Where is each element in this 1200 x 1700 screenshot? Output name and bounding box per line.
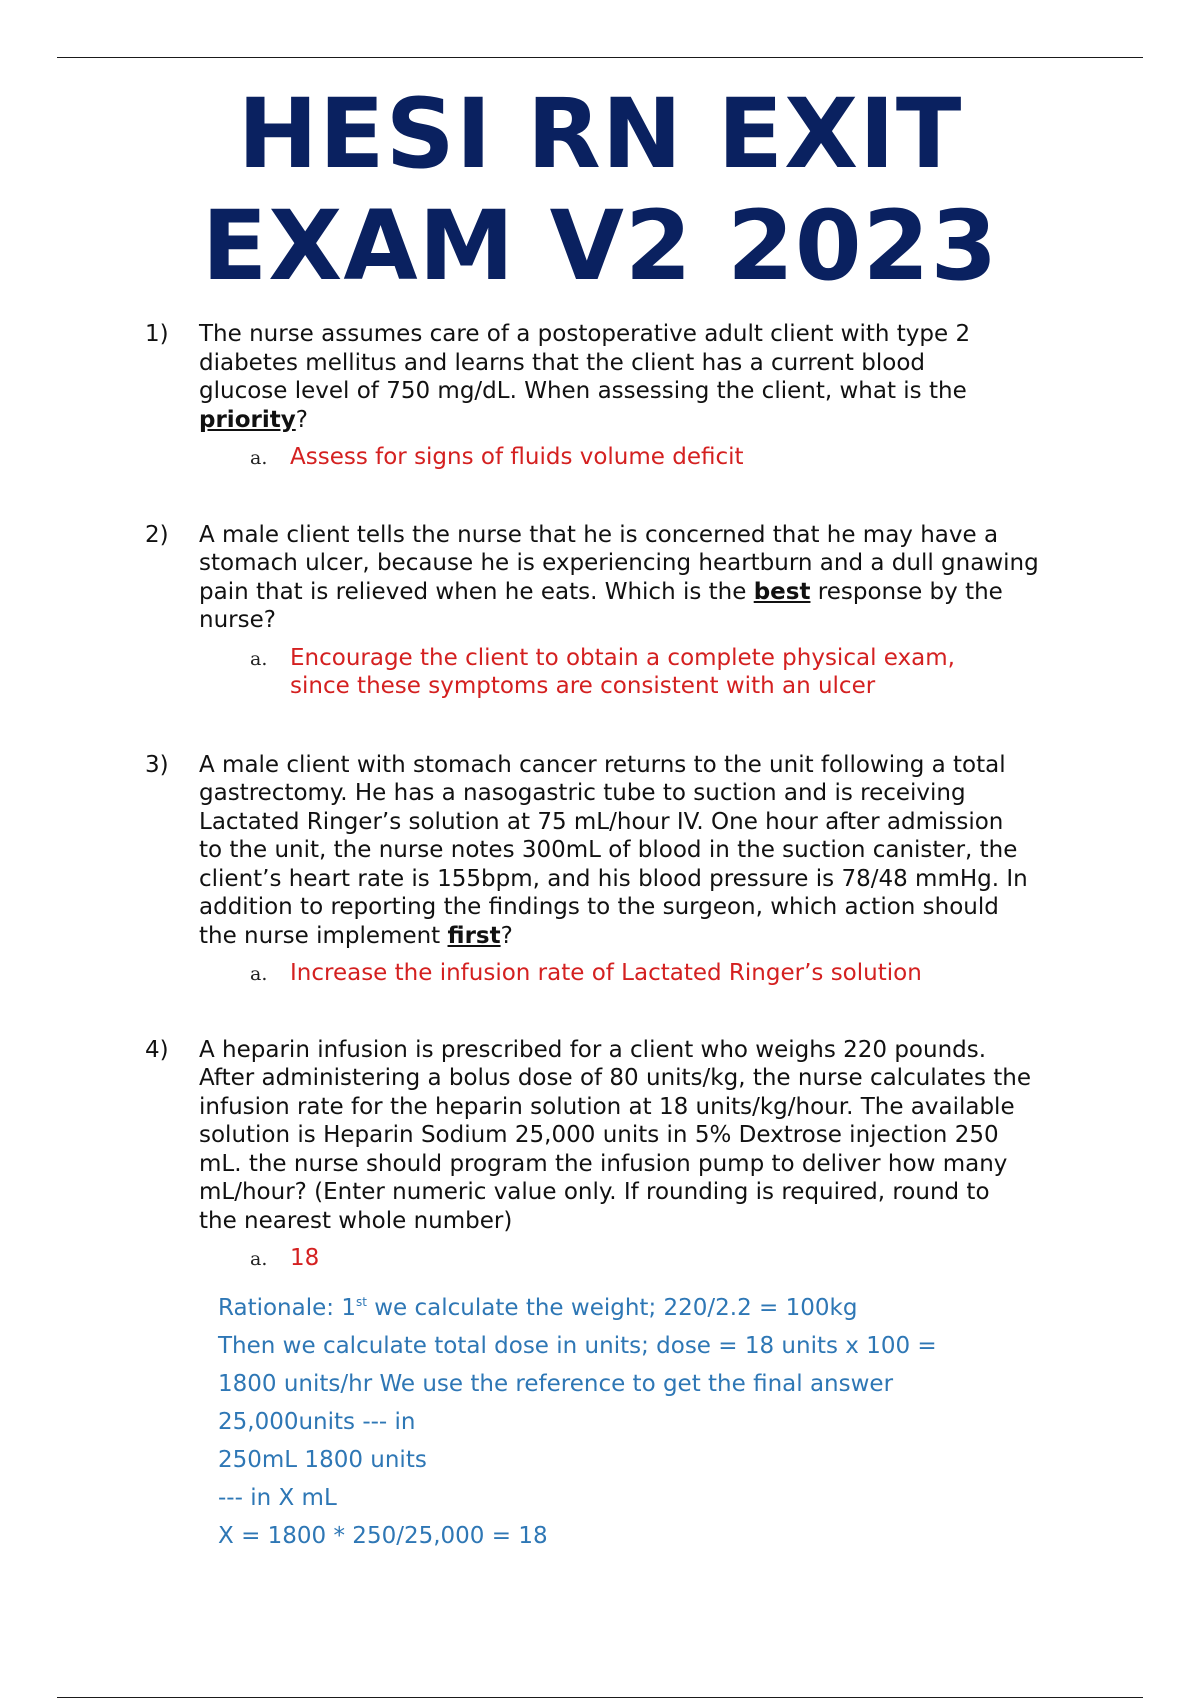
rationale-line: 25,000units --- in xyxy=(218,1408,416,1435)
rationale-line: --- in X mL xyxy=(218,1484,337,1511)
title-line-2: EXAM V2 2023 xyxy=(201,190,999,302)
answer-letter: a. xyxy=(250,1248,268,1270)
answer-text: Encourage the client to obtain a complete physical exam, since these symptoms are consistent with an ulcer xyxy=(290,644,955,699)
question-text: The nurse assumes care of a postoperative adult client with type 2 diabetes mellitus and learns that the client has a current blood glucose level of 750 mg/dL. When assessing the client, what is the priority? xyxy=(199,321,971,433)
question-list xyxy=(0,320,1200,1555)
answer-2 xyxy=(250,644,1070,701)
title-line-1: HESI RN EXIT xyxy=(237,78,963,190)
question-emphasis: first xyxy=(447,922,501,949)
question-2 xyxy=(145,521,1085,635)
question-text: A heparin infusion is prescribed for a client who weighs 220 pounds. After administering a bolus dose of 80 units/kg, the nurse calculates the infusion rate for the heparin solution at 18 units/kg/hour. The available solution is Heparin Sodium 25,000 units in 5% Dextrose injection 250 mL. the nurse should program the infusion pump to deliver how many mL/hour? (Enter numeric value only. If rounding is required, round to the nearest whole number) xyxy=(199,1036,1031,1234)
answer-1 xyxy=(250,443,1070,472)
answer-text: Assess for signs of fluids volume deficit xyxy=(290,444,744,470)
rationale-line: 1800 units/hr We use the reference to get the final answer xyxy=(218,1370,894,1397)
question-emphasis: best xyxy=(753,578,811,605)
question-number: 1) xyxy=(145,321,169,347)
question-text: A male client with stomach cancer returns to the unit following a total gastrectomy. He has a nasogastric tube to suction and is receiving Lactated Ringer’s solution at 75 mL/hour IV. One hour after admission to the unit, the nurse notes 300mL of blood in the suction canister, the client’s heart rate is 155bpm, and his blood pressure is 78/48 mmHg. In addition to reporting the findings to the surgeon, which action should the nurse implement first? xyxy=(199,751,1028,949)
answer-letter: a. xyxy=(250,647,268,670)
answer-letter: a. xyxy=(250,963,268,985)
question-4 xyxy=(145,1036,1085,1236)
question-number: 4) xyxy=(145,1036,169,1063)
rationale xyxy=(218,1283,1038,1555)
rationale-line: 250mL 1800 units xyxy=(218,1446,427,1473)
question-emphasis: priority xyxy=(199,406,296,433)
answer-text: Increase the infusion rate of Lactated Ringer’s solution xyxy=(290,960,922,986)
question-number: 2) xyxy=(145,521,169,548)
answer-letter: a. xyxy=(250,447,268,469)
question-1 xyxy=(145,320,1085,434)
answer-3 xyxy=(250,959,1070,988)
question-3 xyxy=(145,751,1085,951)
document-title xyxy=(0,78,1200,302)
rationale-line: Then we calculate total dose in units; dose = 18 units x 100 = xyxy=(218,1332,937,1359)
rationale-line: Rationale: 1st we calculate the weight; 220/2.2 = 100kg xyxy=(218,1294,858,1321)
bottom-rule xyxy=(57,1697,1143,1698)
top-rule xyxy=(57,57,1143,58)
question-text: A male client tells the nurse that he is concerned that he may have a stomach ulcer, because he is experiencing heartburn and a dull gnawing pain that is relieved when he eats. Which is the best response by the nurse? xyxy=(199,521,1039,633)
answer-text: 18 xyxy=(290,1245,320,1271)
question-number: 3) xyxy=(145,751,169,778)
answer-4 xyxy=(250,1244,1070,1273)
rationale-line: X = 1800 * 250/25,000 = 18 xyxy=(218,1522,548,1549)
